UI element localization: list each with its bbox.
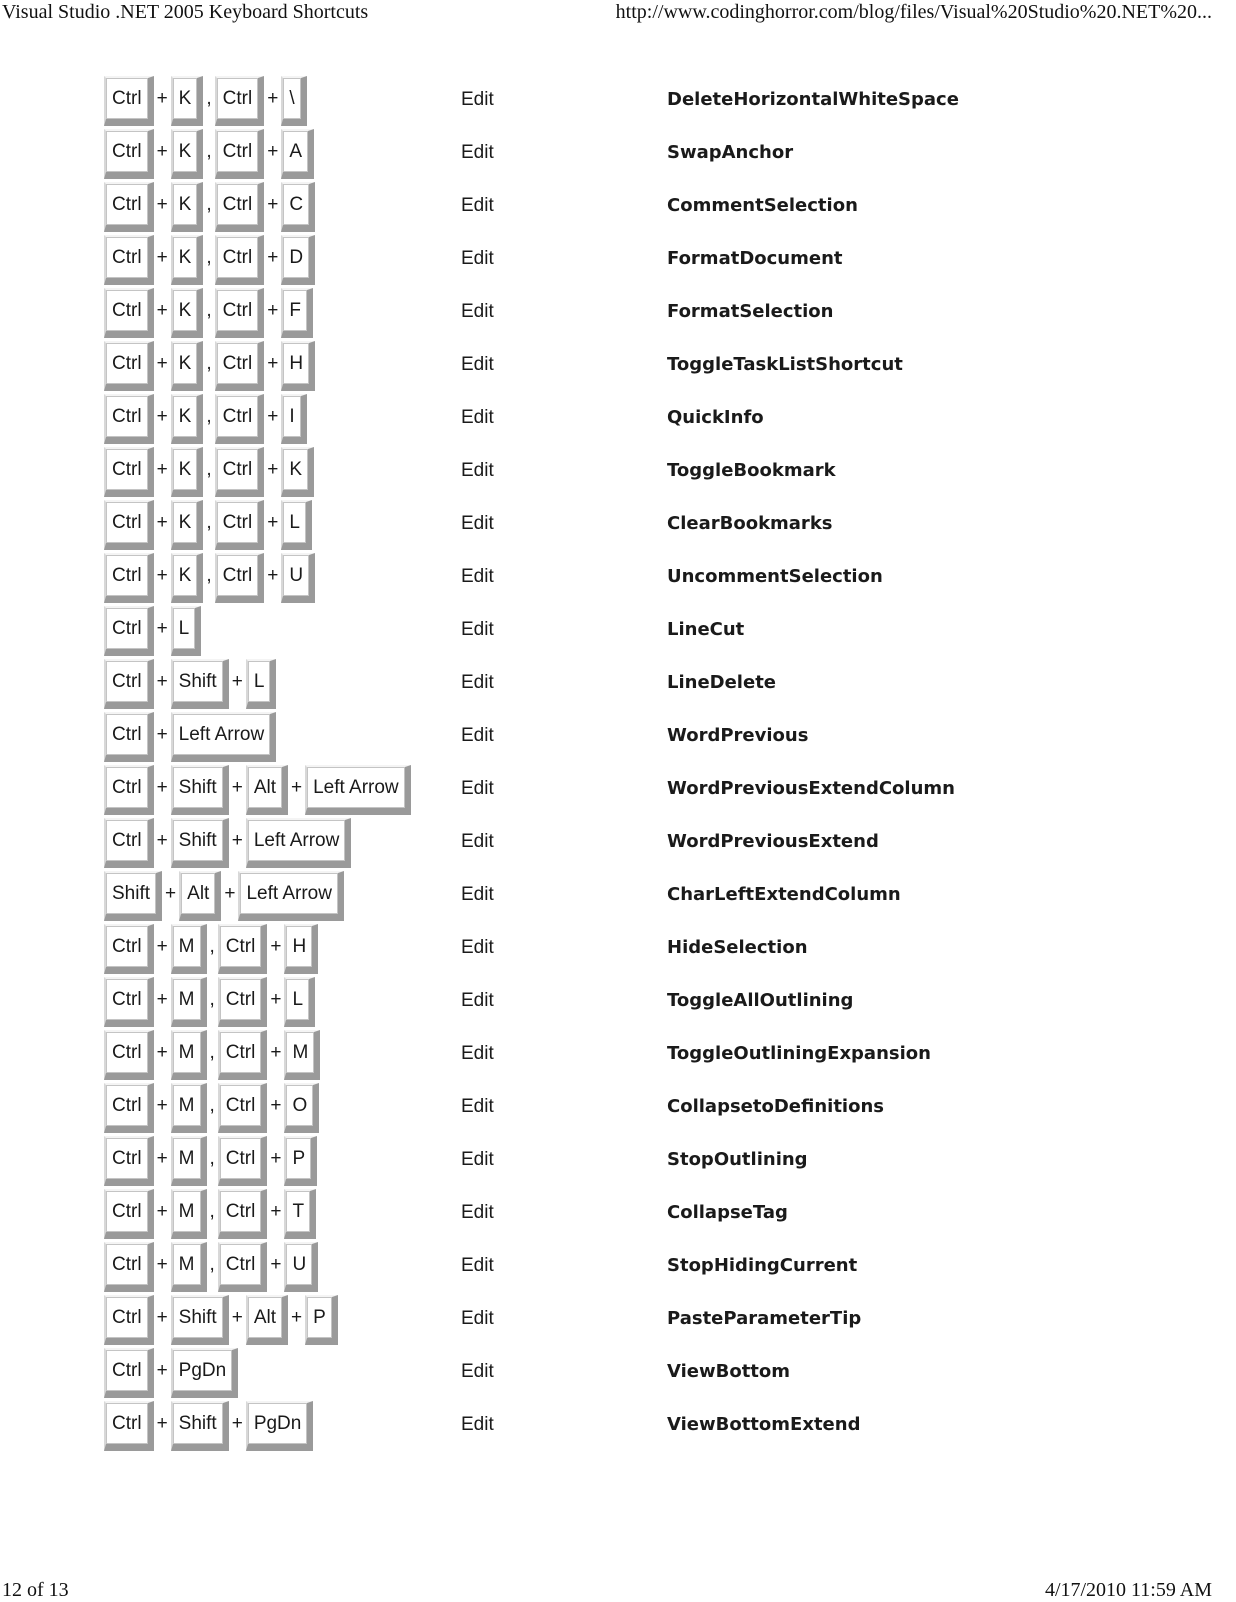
key-plus-separator: + <box>156 671 168 692</box>
key-plus-separator: + <box>156 406 168 427</box>
category-cell: Edit <box>461 1202 494 1223</box>
keycap: U <box>284 1242 318 1292</box>
table-row <box>104 1242 1104 1295</box>
keycap: Ctrl <box>104 1189 154 1239</box>
keycap: Left Arrow <box>171 712 277 762</box>
table-row <box>104 712 1104 765</box>
keycap: Ctrl <box>218 977 268 1027</box>
keycap: Ctrl <box>104 606 154 656</box>
command-cell: CollapsetoDefinitions <box>667 1096 884 1117</box>
key-plus-separator: + <box>156 936 168 957</box>
table-row <box>104 288 1104 341</box>
category-cell: Edit <box>461 1096 494 1117</box>
keycap: Alt <box>179 871 221 921</box>
key-plus-separator: + <box>156 618 168 639</box>
key-plus-separator: + <box>156 1307 168 1328</box>
page-number: 12 of 13 <box>2 1579 69 1601</box>
key-plus-separator: + <box>267 247 279 268</box>
key-plus-separator: + <box>270 1095 282 1116</box>
key-plus-separator: + <box>156 777 168 798</box>
key-plus-separator: + <box>291 1307 303 1328</box>
keycap: F <box>281 288 313 338</box>
table-row <box>104 1348 1104 1401</box>
keycap: PgDn <box>246 1401 314 1451</box>
key-plus-separator: + <box>156 1095 168 1116</box>
print-datetime: 4/17/2010 11:59 AM <box>1044 1579 1212 1601</box>
chord-separator: , <box>206 88 212 109</box>
command-cell: LineCut <box>667 619 745 640</box>
key-plus-separator: + <box>270 1042 282 1063</box>
keycap: Ctrl <box>104 1348 154 1398</box>
keycap: Ctrl <box>215 129 265 179</box>
chord-separator: , <box>209 1201 215 1222</box>
keycap: T <box>284 1189 316 1239</box>
key-plus-separator: + <box>156 459 168 480</box>
key-plus-separator: + <box>156 88 168 109</box>
keycap: Ctrl <box>104 1242 154 1292</box>
key-plus-separator: + <box>270 936 282 957</box>
key-plus-separator: + <box>156 565 168 586</box>
keycap: Ctrl <box>104 1083 154 1133</box>
command-cell: ViewBottomExtend <box>667 1414 861 1435</box>
keycap: Shift <box>104 871 162 921</box>
key-plus-separator: + <box>224 883 236 904</box>
table-row <box>104 924 1104 977</box>
keycap: K <box>171 553 204 603</box>
chord-separator: , <box>206 406 212 427</box>
keycap: Ctrl <box>104 394 154 444</box>
table-row <box>104 447 1104 500</box>
keycap: K <box>171 235 204 285</box>
command-cell: CharLeftExtendColumn <box>667 884 901 905</box>
keycap: M <box>171 1136 207 1186</box>
key-plus-separator: + <box>270 1201 282 1222</box>
keycap: Ctrl <box>215 76 265 126</box>
command-cell: LineDelete <box>667 672 777 693</box>
keycap: M <box>171 977 207 1027</box>
key-combination <box>104 553 315 603</box>
key-combination <box>104 765 411 815</box>
key-plus-separator: + <box>267 300 279 321</box>
command-cell: SwapAnchor <box>667 142 794 163</box>
key-combination <box>104 606 201 656</box>
keycap: Shift <box>171 1295 229 1345</box>
category-cell: Edit <box>461 354 494 375</box>
keycap: M <box>171 1030 207 1080</box>
key-combination <box>104 129 314 179</box>
key-plus-separator: + <box>156 989 168 1010</box>
key-plus-separator: + <box>267 459 279 480</box>
keycap: A <box>281 129 314 179</box>
key-plus-separator: + <box>231 830 243 851</box>
key-plus-separator: + <box>156 1042 168 1063</box>
keycap: Shift <box>171 765 229 815</box>
keycap: P <box>305 1295 338 1345</box>
keycap: L <box>281 500 312 550</box>
key-combination <box>104 1136 317 1186</box>
keycap: Ctrl <box>104 1136 154 1186</box>
keycap: Left Arrow <box>246 818 352 868</box>
keycap: Ctrl <box>104 712 154 762</box>
chord-separator: , <box>209 1095 215 1116</box>
command-cell: CollapseTag <box>667 1202 788 1223</box>
category-cell: Edit <box>461 513 494 534</box>
table-row <box>104 818 1104 871</box>
keycap: M <box>171 1083 207 1133</box>
key-plus-separator: + <box>267 194 279 215</box>
key-plus-separator: + <box>270 1254 282 1275</box>
keycap: Ctrl <box>218 1030 268 1080</box>
command-cell: ToggleTaskListShortcut <box>667 354 903 375</box>
keycap: Ctrl <box>104 553 154 603</box>
table-row <box>104 76 1104 129</box>
keycap: K <box>171 288 204 338</box>
key-plus-separator: + <box>267 353 279 374</box>
keycap: Ctrl <box>215 288 265 338</box>
keycap: Ctrl <box>215 235 265 285</box>
key-combination <box>104 1348 238 1398</box>
keycap: Ctrl <box>215 553 265 603</box>
table-row <box>104 606 1104 659</box>
key-plus-separator: + <box>267 512 279 533</box>
key-combination <box>104 447 314 497</box>
key-plus-separator: + <box>156 1148 168 1169</box>
key-combination <box>104 182 315 232</box>
key-combination <box>104 977 315 1027</box>
key-plus-separator: + <box>231 671 243 692</box>
keycap: Ctrl <box>104 182 154 232</box>
category-cell: Edit <box>461 460 494 481</box>
key-combination <box>104 76 307 126</box>
command-cell: QuickInfo <box>667 407 764 428</box>
category-cell: Edit <box>461 778 494 799</box>
command-cell: StopHidingCurrent <box>667 1255 858 1276</box>
keycap: Ctrl <box>215 447 265 497</box>
keycap: Shift <box>171 818 229 868</box>
table-row <box>104 1295 1104 1348</box>
category-cell: Edit <box>461 725 494 746</box>
table-row <box>104 394 1104 447</box>
key-combination <box>104 1401 313 1451</box>
keycap: Ctrl <box>104 447 154 497</box>
key-plus-separator: + <box>156 724 168 745</box>
command-cell: ToggleBookmark <box>667 460 836 481</box>
category-cell: Edit <box>461 619 494 640</box>
keycap: Ctrl <box>215 341 265 391</box>
key-combination <box>104 818 351 868</box>
command-cell: ViewBottom <box>667 1361 791 1382</box>
keycap: Ctrl <box>218 1136 268 1186</box>
category-cell: Edit <box>461 990 494 1011</box>
key-plus-separator: + <box>267 565 279 586</box>
command-cell: FormatSelection <box>667 301 834 322</box>
key-plus-separator: + <box>156 1201 168 1222</box>
category-cell: Edit <box>461 1149 494 1170</box>
key-plus-separator: + <box>267 88 279 109</box>
key-combination <box>104 1189 316 1239</box>
keycap: Shift <box>171 1401 229 1451</box>
command-cell: FormatDocument <box>667 248 843 269</box>
keycap: Ctrl <box>104 1401 154 1451</box>
keycap: Ctrl <box>104 341 154 391</box>
category-cell: Edit <box>461 566 494 587</box>
chord-separator: , <box>209 1148 215 1169</box>
chord-separator: , <box>206 512 212 533</box>
keycap: Ctrl <box>218 924 268 974</box>
category-cell: Edit <box>461 407 494 428</box>
category-cell: Edit <box>461 1361 494 1382</box>
keycap: D <box>281 235 315 285</box>
key-combination <box>104 288 313 338</box>
category-cell: Edit <box>461 195 494 216</box>
command-cell: PasteParameterTip <box>667 1308 862 1329</box>
keycap: Ctrl <box>218 1083 268 1133</box>
table-row <box>104 341 1104 394</box>
chord-separator: , <box>206 353 212 374</box>
keycap: Ctrl <box>215 394 265 444</box>
key-plus-separator: + <box>267 141 279 162</box>
keycap: K <box>281 447 314 497</box>
table-row <box>104 553 1104 606</box>
table-row <box>104 235 1104 288</box>
table-row <box>104 977 1104 1030</box>
key-plus-separator: + <box>156 353 168 374</box>
keycap: Ctrl <box>104 235 154 285</box>
table-row <box>104 765 1104 818</box>
keycap: L <box>246 659 277 709</box>
category-cell: Edit <box>461 937 494 958</box>
keycap: K <box>171 394 204 444</box>
category-cell: Edit <box>461 142 494 163</box>
keycap: Ctrl <box>218 1242 268 1292</box>
keycap: Left Arrow <box>238 871 344 921</box>
key-plus-separator: + <box>270 989 282 1010</box>
keycap: K <box>171 76 204 126</box>
keycap: Ctrl <box>104 924 154 974</box>
keycap: I <box>281 394 307 444</box>
keycap: P <box>284 1136 317 1186</box>
chord-separator: , <box>206 300 212 321</box>
keycap: Ctrl <box>104 129 154 179</box>
keycap: Alt <box>246 1295 288 1345</box>
keycap: Left Arrow <box>305 765 411 815</box>
keycap: K <box>171 447 204 497</box>
keycap: Ctrl <box>104 765 154 815</box>
keycap: Ctrl <box>215 500 265 550</box>
keycap: M <box>171 1242 207 1292</box>
table-row <box>104 1030 1104 1083</box>
category-cell: Edit <box>461 1043 494 1064</box>
table-row <box>104 1136 1104 1189</box>
table-row <box>104 500 1104 553</box>
chord-separator: , <box>206 141 212 162</box>
keycap: K <box>171 129 204 179</box>
keycap: Ctrl <box>104 288 154 338</box>
key-combination <box>104 659 276 709</box>
keycap: M <box>171 924 207 974</box>
command-cell: WordPreviousExtend <box>667 831 879 852</box>
key-plus-separator: + <box>156 1413 168 1434</box>
page-header-title: Visual Studio .NET 2005 Keyboard Shortcuts <box>2 1 369 23</box>
key-plus-separator: + <box>165 883 177 904</box>
key-plus-separator: + <box>231 1307 243 1328</box>
keycap: M <box>171 1189 207 1239</box>
keycap: Alt <box>246 765 288 815</box>
command-cell: WordPreviousExtendColumn <box>667 778 955 799</box>
keycap: O <box>284 1083 319 1133</box>
key-combination <box>104 341 315 391</box>
chord-separator: , <box>206 194 212 215</box>
key-plus-separator: + <box>291 777 303 798</box>
key-plus-separator: + <box>156 1254 168 1275</box>
keycap: L <box>171 606 202 656</box>
command-cell: ClearBookmarks <box>667 513 833 534</box>
category-cell: Edit <box>461 1414 494 1435</box>
category-cell: Edit <box>461 831 494 852</box>
keycap: K <box>171 341 204 391</box>
chord-separator: , <box>206 565 212 586</box>
category-cell: Edit <box>461 672 494 693</box>
keycap: Ctrl <box>218 1189 268 1239</box>
table-row <box>104 659 1104 712</box>
command-cell: UncommentSelection <box>667 566 883 587</box>
key-plus-separator: + <box>156 1360 168 1381</box>
keycap: PgDn <box>171 1348 239 1398</box>
key-plus-separator: + <box>156 247 168 268</box>
key-plus-separator: + <box>156 512 168 533</box>
table-row <box>104 1189 1104 1242</box>
keycap: H <box>284 924 318 974</box>
key-plus-separator: + <box>231 777 243 798</box>
chord-separator: , <box>206 247 212 268</box>
keycap: \ <box>281 76 307 126</box>
keycap: L <box>284 977 315 1027</box>
key-combination <box>104 871 344 921</box>
command-cell: WordPrevious <box>667 725 809 746</box>
category-cell: Edit <box>461 884 494 905</box>
chord-separator: , <box>209 1042 215 1063</box>
key-plus-separator: + <box>156 300 168 321</box>
keycap: Ctrl <box>104 1030 154 1080</box>
key-combination <box>104 1295 338 1345</box>
key-combination <box>104 924 318 974</box>
keycap: Shift <box>171 659 229 709</box>
keycap: H <box>281 341 315 391</box>
command-cell: ToggleAllOutlining <box>667 990 854 1011</box>
chord-separator: , <box>209 936 215 957</box>
key-combination <box>104 394 307 444</box>
command-cell: CommentSelection <box>667 195 858 216</box>
keycap: Ctrl <box>104 818 154 868</box>
page-header-url: http://www.codinghorror.com/blog/files/Visual%20Studio%20.NET%20... <box>615 1 1212 23</box>
keycap: K <box>171 182 204 232</box>
keycap: Ctrl <box>104 76 154 126</box>
command-cell: StopOutlining <box>667 1149 808 1170</box>
category-cell: Edit <box>461 1308 494 1329</box>
chord-separator: , <box>206 459 212 480</box>
key-plus-separator: + <box>156 830 168 851</box>
command-cell: HideSelection <box>667 937 808 958</box>
key-combination <box>104 1242 318 1292</box>
keycap: Ctrl <box>104 500 154 550</box>
command-cell: ToggleOutliningExpansion <box>667 1043 931 1064</box>
key-combination <box>104 1030 320 1080</box>
keycap: Ctrl <box>104 1295 154 1345</box>
keycap: M <box>284 1030 320 1080</box>
chord-separator: , <box>209 989 215 1010</box>
key-plus-separator: + <box>156 141 168 162</box>
chord-separator: , <box>209 1254 215 1275</box>
category-cell: Edit <box>461 89 494 110</box>
key-plus-separator: + <box>267 406 279 427</box>
table-row <box>104 1083 1104 1136</box>
key-plus-separator: + <box>270 1148 282 1169</box>
category-cell: Edit <box>461 1255 494 1276</box>
key-combination <box>104 500 312 550</box>
keycap: K <box>171 500 204 550</box>
key-combination <box>104 235 315 285</box>
key-plus-separator: + <box>231 1413 243 1434</box>
category-cell: Edit <box>461 248 494 269</box>
table-row <box>104 1401 1104 1454</box>
keycap: Ctrl <box>104 977 154 1027</box>
table-row <box>104 129 1104 182</box>
category-cell: Edit <box>461 301 494 322</box>
key-combination <box>104 712 276 762</box>
shortcut-table <box>104 76 1104 1454</box>
key-combination <box>104 1083 319 1133</box>
key-plus-separator: + <box>156 194 168 215</box>
command-cell: DeleteHorizontalWhiteSpace <box>667 89 959 110</box>
keycap: C <box>281 182 315 232</box>
table-row <box>104 871 1104 924</box>
keycap: U <box>281 553 315 603</box>
keycap: Ctrl <box>215 182 265 232</box>
table-row <box>104 182 1104 235</box>
keycap: Ctrl <box>104 659 154 709</box>
